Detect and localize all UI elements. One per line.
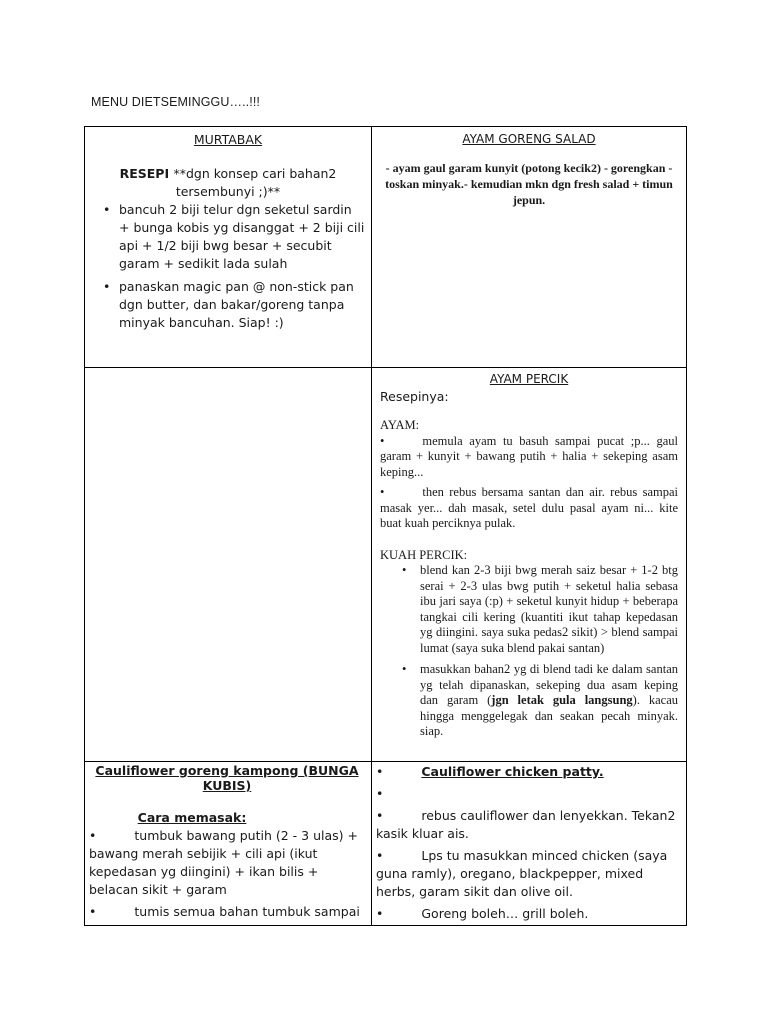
bullet-icon: • (89, 904, 97, 919)
goreng-step-2: • tumis semua bahan tumbuk sampai (89, 904, 360, 919)
patty-step-empty (376, 785, 678, 803)
list-item: • masukkan bahan2 yg di blend tadi ke dalam santan yg telah dipanaskan, sekeping dua asam keping dan garam (jgn letak gula langsung). kacau hingga menggelegak dan seakan pecah minyak. siap. (402, 662, 679, 738)
bullet-icon: • (380, 433, 385, 448)
ayam-step-2: • then rebus bersama santan dan air. rebus sampai masak yer... dah masak, setel dulu pasal ayam ni... kite buat kuah perciknya pulak. (380, 485, 678, 530)
bullet-icon: • (376, 906, 384, 921)
ayam-percik-heading: AYAM PERCIK (489, 372, 569, 386)
murtabak-cell (85, 127, 371, 367)
ayam-label: AYAM: (380, 418, 420, 432)
bullet-icon: • (103, 279, 111, 294)
cauliflower-goreng-cell (85, 762, 371, 927)
ayam-goreng-salad-cell (372, 127, 686, 367)
bullet-icon: • (89, 828, 97, 843)
patty-step-3: • Goreng boleh… grill boleh. (376, 906, 589, 921)
goreng-step-1: • tumbuk bawang putih (2 - 3 ulas) + bawang merah sebijik + cili api (ikut kepedasan yg diingini) + ikan bilis + belacan sikit + garam (89, 828, 358, 897)
menu-table (84, 126, 687, 926)
ayam-goreng-salad-heading: AYAM GORENG SALAD (462, 132, 596, 146)
list-item: • blend kan 2-3 biji bwg merah saiz besar + 1-2 btg serai + 2-3 ulas bwg putih + seketul halia sebasa ibu jari saya (:p) + seketul kunyit hidup + beberapa tangkai cili kering (kuantiti ikut tahap kepedasan yg diingini. saya suka pedas2 sikit) > blend sampai lumat (saya suka blend pakai santan) (402, 563, 678, 655)
patty-step-1: • rebus cauliflower dan lenyekkan. Tekan2 kasik kluar ais. (376, 808, 676, 841)
list-item: • panaskan magic pan @ non-stick pan dgn butter, dan bakar/goreng tanpa minyak bancuhan. Siap! :) (103, 279, 354, 330)
empty-cell (85, 368, 371, 761)
resepi-label: RESEPI (119, 166, 174, 181)
bullet-icon: • (380, 485, 385, 499)
bullet-icon: • (402, 563, 407, 577)
ayam-step-1: • memula ayam tu basuh sampai pucat ;p... gaul garam + kunyit + bawang putih + halia + sekeping asam keping... (380, 433, 678, 479)
resepi-note: **dgn konsep cari bahan2 tersembunyi ;)** (173, 166, 337, 199)
cauliflower-goreng-heading: Cauliflower goreng kampong (BUNGA KUBIS) (95, 763, 359, 793)
kuah-steps (402, 563, 679, 740)
cara-memasak-heading: Cara memasak: (137, 810, 247, 825)
cauliflower-patty-cell (372, 762, 686, 927)
murtabak-resepi (91, 165, 365, 201)
patty-heading-row (376, 763, 678, 781)
bullet-icon: • (376, 786, 384, 801)
ayam-percik-intro: Resepinya: (380, 389, 449, 404)
murtabak-steps (103, 201, 365, 332)
document-title: MENU DIETSEMINGGU…..!!! (91, 95, 260, 109)
bullet-icon: • (402, 662, 407, 676)
kuah-percik-label: KUAH PERCIK: (380, 547, 468, 562)
bullet-icon: • (376, 764, 384, 779)
murtabak-heading: MURTABAK (193, 132, 263, 147)
ayam-goreng-salad-body: - ayam gaul garam kunyit (potong kecik2) - gorengkan - toskan minyak.- kemudian mkn dgn fresh salad + timun jepun. (385, 161, 673, 207)
patty-step-2: • Lps tu masukkan minced chicken (saya guna ramly), oregano, blackpepper, mixed herbs, garam sikit dan olive oil. (376, 848, 668, 899)
bullet-icon: • (376, 808, 384, 823)
ayam-percik-cell (372, 368, 686, 761)
bullet-icon: • (103, 202, 111, 217)
cauliflower-patty-heading: Cauliflower chicken patty. (421, 764, 604, 779)
bullet-icon: • (376, 848, 384, 863)
list-item: • bancuh 2 biji telur dgn seketul sardin + bunga kobis yg disanggat + 2 biji cili api + 1/2 biji bwg besar + secubit garam + sedikit lada sulah (103, 202, 365, 271)
